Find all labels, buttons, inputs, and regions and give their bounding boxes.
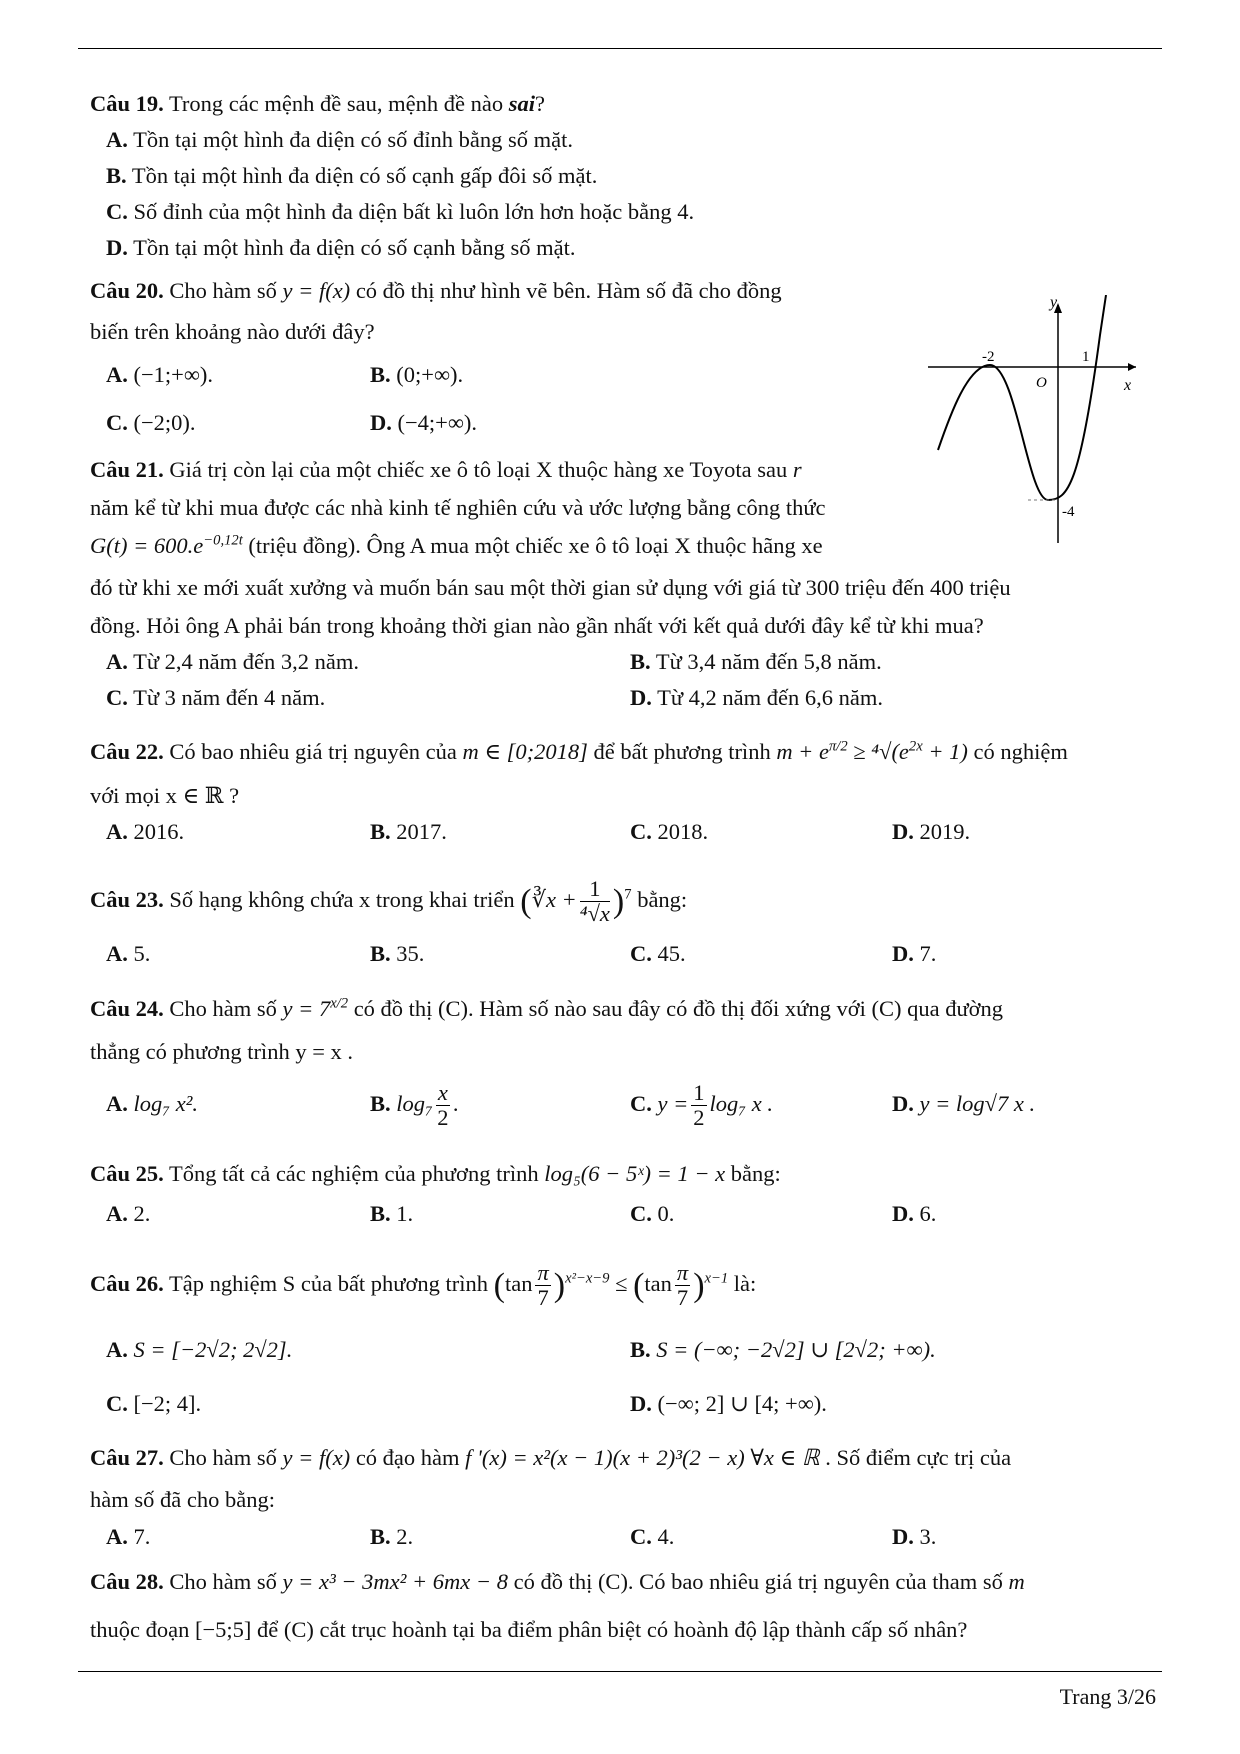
tick-neg2: -2 <box>982 349 995 365</box>
question-21-l3: $G(t) = 600.e^{-0,12t}$ (triệu đồng). Ông A mua một chiếc xe ô tô loại X thuộc hãng xe <box>90 532 823 558</box>
q27-option-c: C. 4. <box>630 1524 675 1549</box>
question-28: Câu 28. Cho hàm số y = x³ − 3mx² + 6mx − 8 có đồ thị (C). Có bao nhiêu giá trị nguyên của tham số m <box>90 1569 1025 1594</box>
q26-option-a: A. S = [−2√2; 2√2]. <box>106 1337 293 1362</box>
question-28-cont: thuộc đoạn [−5;5] để (C) cắt trục hoành tại ba điểm phân biệt có hoành độ lập thành cấp số nhân? <box>90 1617 968 1642</box>
tick-1: 1 <box>1082 349 1090 365</box>
question-21-l2: năm kể từ khi mua được các nhà kinh tế nghiên cứu và ước lượng bằng công thức <box>90 495 826 520</box>
q19-option-a: A. Tồn tại một hình đa diện có số đỉnh bằng số mặt. <box>106 127 574 152</box>
q22-option-d: D. 2019. <box>892 819 971 844</box>
q20-option-d: D. (−4;+∞). <box>370 410 478 435</box>
question-23: Câu 23. Số hạng không chứa x trong khai triển (∛x + $\frac{1}{\text{⁴√x}}$ )$^7$ bằng: <box>90 876 688 927</box>
footer-rule <box>78 1671 1162 1672</box>
question-22: Câu 22. Có bao nhiêu giá trị nguyên của m ∈ [0;2018] để bất phương trình $m + e^{\pi/2} \ge ^4√(e^{2x} + 1)$ có nghiệm <box>90 738 1068 764</box>
q24-option-c: C. y = $\frac{1}{2}$ log₇ x . <box>630 1080 773 1131</box>
x-label: x <box>1124 377 1132 394</box>
header-rule <box>78 48 1162 49</box>
q27-option-a: A. 7. <box>106 1524 151 1549</box>
q23-option-c: C. 45. <box>630 941 686 966</box>
q24-option-b: B. log₇ $\frac{x}{2}$ . <box>370 1080 459 1131</box>
question-21: Câu 21. Giá trị còn lại của một chiếc xe ô tô loại X thuộc hàng xe Toyota sau r <box>90 457 802 482</box>
q23-option-d: D. 7. <box>892 941 937 966</box>
q24-option-a: A. log₇ x². <box>106 1091 199 1116</box>
q22-option-c: C. 2018. <box>630 819 709 844</box>
q26-option-d: D. (−∞; 2] ∪ [4; +∞). <box>630 1391 827 1416</box>
question-20: Câu 20. Cho hàm số y = f(x) có đồ thị như hình vẽ bên. Hàm số đã cho đồng <box>90 278 782 303</box>
q23-option-b: B. 35. <box>370 941 425 966</box>
q25-option-c: C. 0. <box>630 1201 675 1226</box>
question-22-cont: với mọi x ∈ ℝ ? <box>90 783 240 808</box>
q25-option-b: B. 1. <box>370 1201 414 1226</box>
q27-option-b: B. 2. <box>370 1524 414 1549</box>
tick-neg4: -4 <box>1062 504 1075 520</box>
x-axis-arrow <box>1128 363 1136 371</box>
q26-option-b: B. S = (−∞; −2√2] ∪ [2√2; +∞). <box>630 1337 936 1362</box>
q25-option-d: D. 6. <box>892 1201 937 1226</box>
q24-option-d: D. y = log√7 x . <box>892 1091 1036 1116</box>
question-25: Câu 25. Tổng tất cả các nghiệm của phương trình log₅(6 − 5ˣ) = 1 − x bằng: <box>90 1161 781 1186</box>
question-24: Câu 24. Cho hàm số $y = 7^{x/2}$ có đồ thị (C). Hàm số nào sau đây có đồ thị đối xứng với (C) qua đường <box>90 995 1004 1021</box>
q23-fraction: $\frac{1}{\text{⁴√x}}$ <box>579 876 610 927</box>
q24-c-fraction: $\frac{1}{2}$ <box>693 1080 705 1131</box>
q25-option-a: A. 2. <box>106 1201 151 1226</box>
question-24-cont: thẳng có phương trình y = x . <box>90 1039 354 1064</box>
q21-option-a: A. Từ 2,4 năm đến 3,2 năm. <box>106 649 359 674</box>
q26-option-c: C. [−2; 4]. <box>106 1391 202 1416</box>
question-19: Câu 19. Trong các mệnh đề sau, mệnh đề nào sai? <box>90 91 545 116</box>
q19-option-c: C. Số đỉnh của một hình đa diện bất kì luôn lớn hơn hoặc bằng 4. <box>106 199 695 224</box>
question-21-l5: đồng. Hỏi ông A phải bán trong khoảng thời gian nào gần nhất với kết quả dưới đây kể từ khi mua? <box>90 613 984 638</box>
question-21-l4: đó từ khi xe mới xuất xưởng và muốn bán sau một thời gian sử dụng với giá từ 300 triệu đến 400 triệu <box>90 575 1011 600</box>
q19-option-d: D. Tồn tại một hình đa diện có số cạnh bằng số mặt. <box>106 235 576 260</box>
q20-option-c: C. (−2;0). <box>106 410 196 435</box>
question-26: Câu 26. Tập nghiệm S của bất phương trình (tan $\frac{\pi}{7}$ )$^{x^2-x-9}$ ≤ (tan $\frac{\pi}{7}$ )$^{x-1}$ là: <box>90 1260 757 1311</box>
q22-option-b: B. 2017. <box>370 819 447 844</box>
origin-label: O <box>1036 375 1047 391</box>
question-20-cont: biến trên khoảng nào dưới đây? <box>90 319 375 344</box>
q26-fraction-left: $\frac{\pi}{7}$ <box>537 1260 549 1311</box>
q24-b-fraction: $\frac{x}{2}$ <box>437 1080 449 1131</box>
q20-option-b: B. (0;+∞). <box>370 362 464 387</box>
function-graph <box>928 295 1136 543</box>
q19-option-b: B. Tồn tại một hình đa diện có số cạnh gấp đôi số mặt. <box>106 163 598 188</box>
page-number: Trang 3/26 <box>1059 1684 1156 1709</box>
q26-fraction-right: $\frac{\pi}{7}$ <box>676 1260 689 1311</box>
q22-option-a: A. 2016. <box>106 819 185 844</box>
q23-option-a: A. 5. <box>106 941 151 966</box>
q20-option-a: A. (−1;+∞). <box>106 362 214 387</box>
q21-option-d: D. Từ 4,2 năm đến 6,6 năm. <box>630 685 883 710</box>
q27-option-d: D. 3. <box>892 1524 937 1549</box>
q21-option-c: C. Từ 3 năm đến 4 năm. <box>106 685 326 710</box>
question-27: Câu 27. Cho hàm số y = f(x) có đạo hàm f '(x) = x²(x − 1)(x + 2)³(2 − x) ∀x ∈ ℝ . Số điểm cực trị của <box>90 1445 1012 1470</box>
y-label: y <box>1050 295 1058 311</box>
question-27-cont: hàm số đã cho bằng: <box>90 1487 275 1512</box>
function-curve <box>938 295 1106 500</box>
q21-option-b: B. Từ 3,4 năm đến 5,8 năm. <box>630 649 882 674</box>
